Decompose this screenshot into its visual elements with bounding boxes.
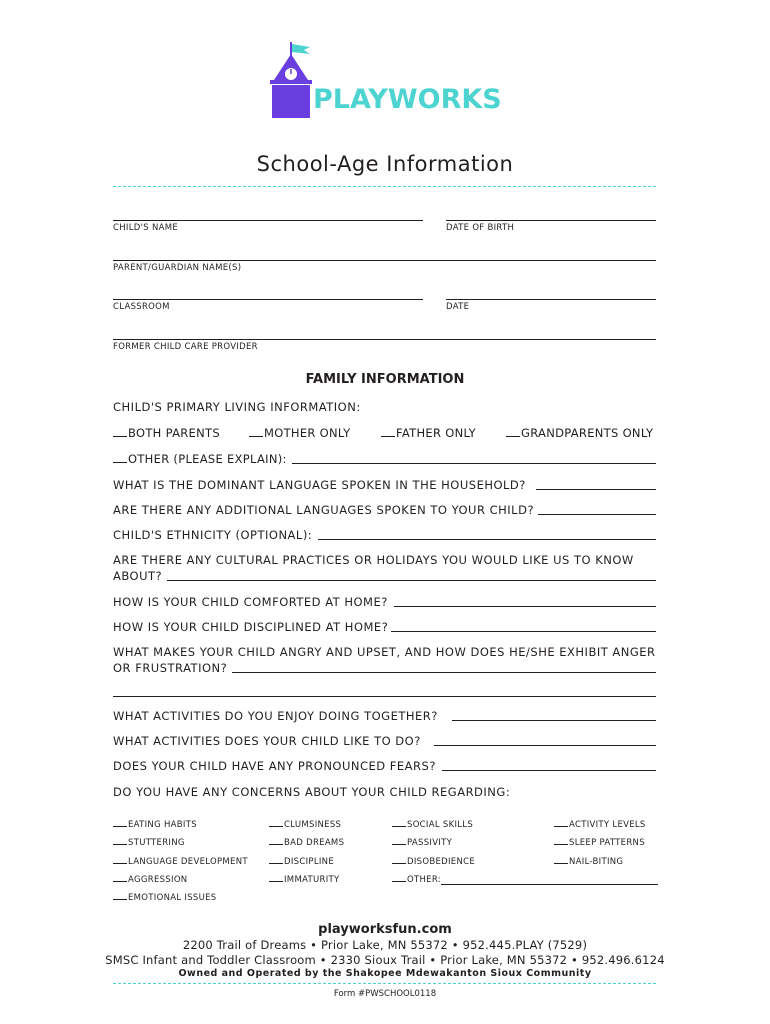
concern-discipline[interactable]: DISCIPLINE: [269, 857, 334, 867]
activities-together-question: WHAT ACTIVITIES DO YOU ENJOY DOING TOGETHER?: [113, 709, 438, 723]
concern-clumsiness[interactable]: CLUMSINESS: [269, 820, 341, 830]
concern-other-field[interactable]: [441, 884, 658, 885]
angry-question-line1: WHAT MAKES YOUR CHILD ANGRY AND UPSET, AND HOW DOES HE/SHE EXHIBIT ANGER: [113, 645, 656, 659]
parent-guardian-field[interactable]: [113, 260, 656, 261]
former-provider-field[interactable]: [113, 339, 656, 340]
additional-language-field[interactable]: [538, 514, 656, 515]
concern-other[interactable]: OTHER:: [392, 875, 441, 885]
concern-language-development[interactable]: LANGUAGE DEVELOPMENT: [113, 857, 248, 867]
checkbox-blank[interactable]: [113, 428, 127, 437]
footer-url[interactable]: playworksfun.com: [318, 922, 452, 937]
fears-question: DOES YOUR CHILD HAVE ANY PRONOUNCED FEARS?: [113, 759, 436, 773]
checkbox-blank[interactable]: [113, 454, 127, 463]
checkbox-blank[interactable]: [381, 428, 395, 437]
footer-owned-by: Owned and Operated by the Shakopee Mdewakanton Sioux Community: [178, 968, 592, 979]
concern-bad-dreams[interactable]: BAD DREAMS: [269, 838, 344, 848]
primary-living-question: CHILD'S PRIMARY LIVING INFORMATION:: [113, 400, 361, 414]
activities-child-question: WHAT ACTIVITIES DOES YOUR CHILD LIKE TO DO?: [113, 734, 421, 748]
former-provider-label: FORMER CHILD CARE PROVIDER: [113, 342, 258, 352]
date-of-birth-field[interactable]: [446, 220, 656, 221]
language-question: WHAT IS THE DOMINANT LANGUAGE SPOKEN IN THE HOUSEHOLD?: [113, 478, 526, 492]
classroom-label: CLASSROOM: [113, 302, 170, 312]
footer-address-1: 2200 Trail of Dreams • Prior Lake, MN 55372 • 952.445.PLAY (7529): [182, 938, 588, 952]
ethnicity-field[interactable]: [318, 539, 656, 540]
title-divider: [113, 186, 656, 187]
form-number: Form #PWSCHOOL0118: [333, 989, 437, 999]
angry-question-line2: OR FRUSTRATION?: [113, 661, 228, 675]
option-other[interactable]: OTHER (PLEASE EXPLAIN):: [113, 452, 287, 466]
concern-activity-levels[interactable]: ACTIVITY LEVELS: [554, 820, 646, 830]
concern-aggression[interactable]: AGGRESSION: [113, 875, 187, 885]
other-explain-field[interactable]: [292, 463, 656, 464]
date-of-birth-label: DATE OF BIRTH: [446, 223, 515, 233]
fears-field[interactable]: [442, 770, 656, 771]
concern-immaturity[interactable]: IMMATURITY: [269, 875, 340, 885]
classroom-field[interactable]: [113, 299, 423, 300]
disciplined-field[interactable]: [391, 631, 656, 632]
concern-emotional-issues[interactable]: EMOTIONAL ISSUES: [113, 893, 216, 903]
date-label: DATE: [446, 302, 470, 312]
disciplined-question: HOW IS YOUR CHILD DISCIPLINED AT HOME?: [113, 620, 389, 634]
checkbox-blank[interactable]: [249, 428, 263, 437]
family-information-heading: FAMILY INFORMATION: [305, 372, 465, 387]
checkbox-blank[interactable]: [506, 428, 520, 437]
concern-disobedience[interactable]: DISOBEDIENCE: [392, 857, 475, 867]
option-both-parents[interactable]: BOTH PARENTS: [113, 426, 220, 440]
activities-child-field[interactable]: [434, 745, 656, 746]
concern-nail-biting[interactable]: NAIL-BITING: [554, 857, 623, 867]
activities-together-field[interactable]: [452, 720, 656, 721]
language-field[interactable]: [536, 489, 656, 490]
date-field[interactable]: [446, 299, 656, 300]
comforted-field[interactable]: [394, 606, 656, 607]
childs-name-field[interactable]: [113, 220, 423, 221]
comforted-question: HOW IS YOUR CHILD COMFORTED AT HOME?: [113, 595, 388, 609]
footer-divider: [113, 983, 656, 984]
cultural-question-line2: ABOUT?: [113, 569, 163, 583]
concern-passivity[interactable]: PASSIVITY: [392, 838, 452, 848]
footer-address-2: SMSC Infant and Toddler Classroom • 2330 Sioux Trail • Prior Lake, MN 55372 • 952.496.6124: [105, 953, 665, 967]
page-title: School-Age Information: [256, 152, 514, 176]
concern-sleep-patterns[interactable]: SLEEP PATTERNS: [554, 838, 645, 848]
ethnicity-question: CHILD'S ETHNICITY (OPTIONAL):: [113, 528, 313, 542]
childs-name-label: CHILD'S NAME: [113, 223, 179, 233]
concern-eating-habits[interactable]: EATING HABITS: [113, 820, 197, 830]
angry-field[interactable]: [232, 672, 656, 673]
concern-social-skills[interactable]: SOCIAL SKILLS: [392, 820, 473, 830]
concern-stuttering[interactable]: STUTTERING: [113, 838, 185, 848]
concerns-question: DO YOU HAVE ANY CONCERNS ABOUT YOUR CHILD REGARDING:: [113, 785, 511, 799]
option-father-only[interactable]: FATHER ONLY: [381, 426, 476, 440]
option-mother-only[interactable]: MOTHER ONLY: [249, 426, 350, 440]
brand-name: PLAYWORKS: [313, 84, 502, 115]
cultural-question-line1: ARE THERE ANY CULTURAL PRACTICES OR HOLIDAYS YOU WOULD LIKE US TO KNOW: [113, 553, 634, 567]
angry-field-extra[interactable]: [113, 696, 656, 697]
additional-language-question: ARE THERE ANY ADDITIONAL LANGUAGES SPOKEN TO YOUR CHILD?: [113, 503, 535, 517]
cultural-field[interactable]: [167, 580, 656, 581]
option-grandparents-only[interactable]: GRANDPARENTS ONLY: [506, 426, 653, 440]
parent-guardian-label: PARENT/GUARDIAN NAME(S): [113, 263, 242, 273]
